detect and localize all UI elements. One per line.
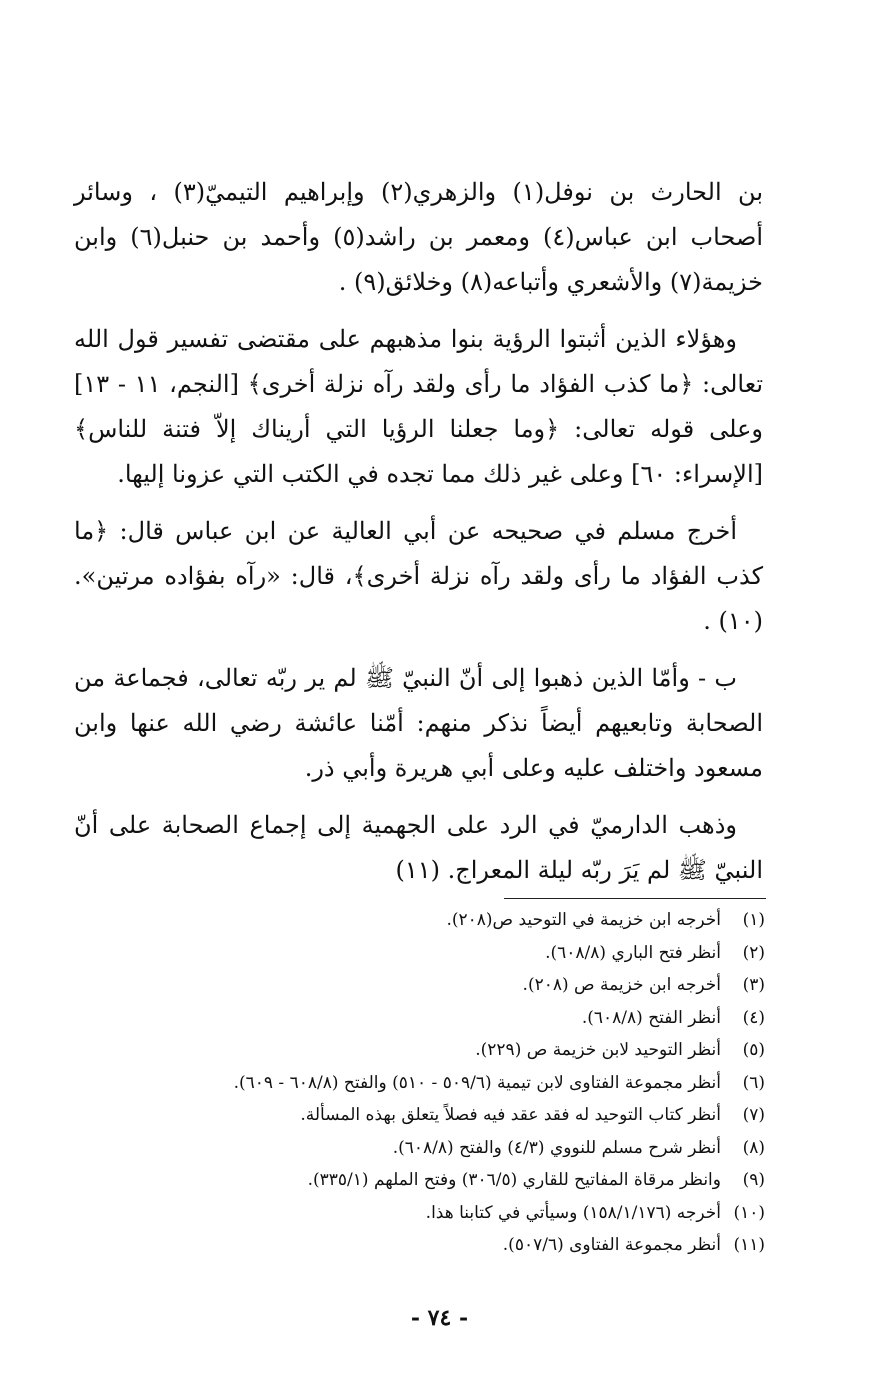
footnote-number: (١٠)	[733, 1202, 765, 1223]
footnotes-list	[120, 904, 765, 1262]
footnote-number: (٩)	[742, 1170, 765, 1190]
footnote-number: (٨)	[742, 1137, 765, 1158]
footnote-item	[120, 1229, 765, 1262]
footnote-text: أنظر الفتح (٦٠٨/٨).	[581, 1007, 721, 1028]
footnote-number: (٣)	[742, 975, 765, 995]
footnote-text: أخرجه ابن خزيمة ص (٢٠٨).	[522, 975, 721, 995]
footnote-item	[120, 1099, 765, 1132]
footnote-text: أنظر فتح الباري (٦٠٨/٨).	[545, 942, 721, 963]
footnote-number: (١)	[742, 910, 765, 930]
footnote-item	[120, 904, 765, 937]
footnote-item	[120, 1002, 765, 1035]
footnote-number: (٥)	[742, 1040, 765, 1060]
footnote-number: (١١)	[733, 1235, 765, 1255]
paragraph-4: ب - وأمّا الذين ذهبوا إلى أنّ النبيّ ﷺ لم ير ربّه تعالى، فجماعة من الصحابة وتابعيهم أيضاً نذكر منهم: أمّنا عائشة رضي الله عنها وابن مسعود واختلف عليه وعلى أبي هريرة وأبي ذر.	[74, 664, 763, 782]
footnote-number: (٦)	[742, 1072, 765, 1093]
footnote-item	[120, 1067, 765, 1100]
footnote-item	[120, 1132, 765, 1165]
footnote-item	[120, 1164, 765, 1197]
footnote-text: أنظر مجموعة الفتاوى (٥٠٧/٦).	[502, 1235, 721, 1255]
paragraph-1: بن الحارث بن نوفل(١) والزهري(٢) وإبراهيم التيميّ(٣) ، وسائر أصحاب ابن عباس(٤) ومعمر بن راشد(٥) وأحمد بن حنبل(٦) وابن خزيمة(٧) والأشعري وأتباعه(٨) وخلائق(٩) .	[74, 178, 764, 296]
footnote-text: أنظر مجموعة الفتاوى لابن تيمية (٥٠٩/٦ - ٥١٠) والفتح (٦٠٨/٨ - ٦٠٩).	[233, 1072, 721, 1093]
footnote-text: أخرجه (١٥٨/١/١٧٦) وسيأتي في كتابنا هذا.	[425, 1202, 721, 1223]
footnote-text: أنظر كتاب التوحيد له فقد عقد فيه فصلاً يتعلق بهذه المسألة.	[300, 1105, 721, 1125]
main-text	[74, 170, 763, 905]
paragraph-5: وذهب الدارميّ في الرد على الجهمية إلى إجماع الصحابة على أنّ النبيّ ﷺ لم يَرَ ربّه ليلة المعراج. (١١)	[74, 811, 763, 884]
footnote-item	[120, 1034, 765, 1067]
page-number: - ٧٤ -	[410, 1305, 469, 1331]
footnote-item	[120, 969, 765, 1002]
footnote-text: وانظر مرقاة المفاتيح للقاري (٣٠٦/٥) وفتح الملهم (٣٣٥/١).	[307, 1170, 721, 1190]
footnote-item	[120, 1197, 765, 1230]
paragraph-3: أخرج مسلم في صحيحه عن أبي العالية عن ابن عباس قال: ﴿ما كذب الفؤاد ما رأى ولقد رآه نزلة أخرى﴾، قال: «رآه بفؤاده مرتين». (١٠) .	[74, 517, 763, 635]
footnote-item	[120, 937, 765, 970]
footnote-text: أخرجه ابن خزيمة في التوحيد ص(٢٠٨).	[446, 910, 721, 930]
footnote-text: أنظر التوحيد لابن خزيمة ص (٢٢٩).	[475, 1040, 721, 1060]
footnote-number: (٢)	[742, 942, 765, 963]
paragraph-2: وهؤلاء الذين أثبتوا الرؤية بنوا مذهبهم على مقتضى تفسير قول الله تعالى: ﴿ما كذب الفؤاد ما رأى ولقد رآه نزلة أخرى﴾ [النجم، ١١ - ١٣] وعلى قوله تعالى: ﴿وما جعلنا الرؤيا التي أريناك إلاّ فتنة للناس﴾ [الإسراء: ٦٠] وعلى غير ذلك مما تجده في الكتب التي عزونا إليها.	[74, 325, 763, 488]
footnote-number: (٤)	[742, 1007, 765, 1028]
footnote-divider	[504, 898, 766, 899]
footnote-text: أنظر شرح مسلم للنووي (٤/٣) والفتح (٦٠٨/٨).	[392, 1137, 721, 1158]
footnote-number: (٧)	[742, 1105, 765, 1125]
